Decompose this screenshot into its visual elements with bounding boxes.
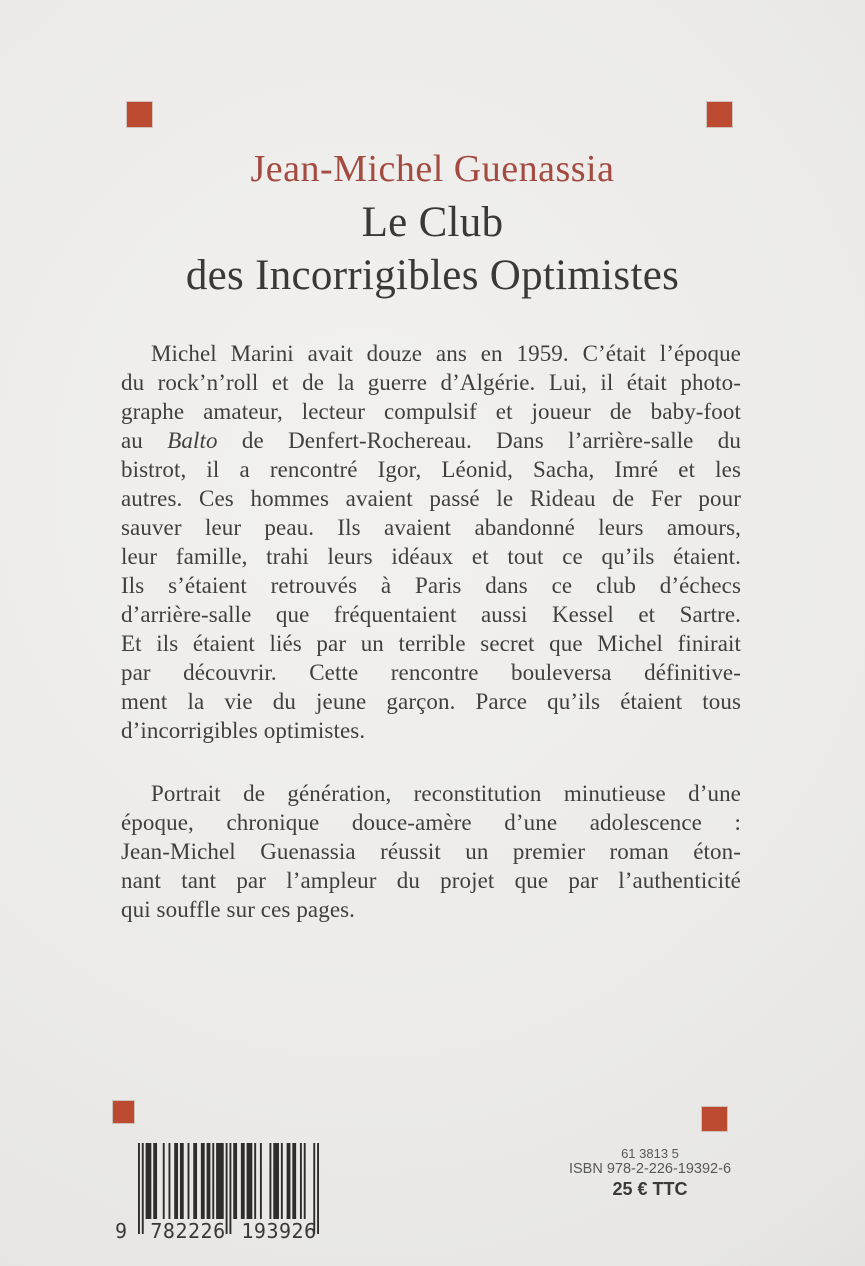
corner-square-top-right [707,102,732,127]
title-line-1: Le Club [361,199,504,246]
book-title [0,196,865,302]
text-line: Et ils étaient liés par un terrible secret que Michel finirait [121,631,741,656]
text-line: d’incorrigibles optimistes. [121,718,366,743]
corner-square-bottom-left [113,1101,134,1123]
author-name: Jean-Michel Guenassia [250,148,615,190]
text-line: Michel Marini avait douze ans en 1959. C’était l’époque [151,341,741,366]
isbn-number: ISBN 978-2-226-19392-6 [568,1161,732,1177]
text-line: autres. Ces hommes avaient passé le Rideau de Fer pour [121,486,741,511]
text-line: au Balto de Denfert-Rochereau. Dans l’arrière-salle du [121,428,741,453]
pricing-block [530,1146,770,1200]
corner-square-bottom-right [702,1107,727,1131]
barcode-digits-group2: 193926 [241,1219,317,1243]
text-line: d’arrière-salle que fréquentaient aussi Kessel et Sartre. [121,602,741,627]
barcode-digit-first: 9 [115,1219,128,1243]
title-line-2: des Incorrigibles Optimistes [185,252,680,299]
review-paragraph [121,781,741,926]
corner-square-top-left [127,102,152,127]
text-line: époque, chronique douce-amère d’une adolescence : [121,810,741,835]
text-line: bistrot, il a rencontré Igor, Léonid, Sacha, Imré et les [121,457,741,482]
text-line: du rock’n’roll et de la guerre d’Algérie. Lui, il était photo- [121,370,741,395]
text-line: sauver leur peau. Ils avaient abandonné leurs amours, [121,515,741,540]
text-line: qui souffle sur ces pages. [121,897,356,922]
ean13-barcode [115,1143,319,1243]
synopsis-paragraph [121,341,741,747]
price-ttc: 25 € TTC [612,1179,688,1199]
barcode-digits-group1: 782226 [150,1219,226,1243]
text-line: nant tant par l’ampleur du projet que par l’authenticité [121,868,741,893]
text-line: par découvrir. Cette rencontre bouleversa définitive- [121,660,741,685]
text-line: Jean-Michel Guenassia réussit un premier roman éton- [121,839,741,864]
text-line: ment la vie du jeune garçon. Parce qu’ils étaient tous [121,689,741,714]
text-line: leur famille, trahi leurs idéaux et tout ce qu’ils étaient. [121,544,741,569]
text-line: Portrait de génération, reconstitution minutieuse d’une [151,781,741,806]
text-line: Ils s’étaient retrouvés à Paris dans ce club d’échecs [121,573,741,598]
print-code: 61 3813 5 [621,1146,679,1161]
text-line: graphe amateur, lecteur compulsif et joueur de baby-foot [121,399,741,424]
